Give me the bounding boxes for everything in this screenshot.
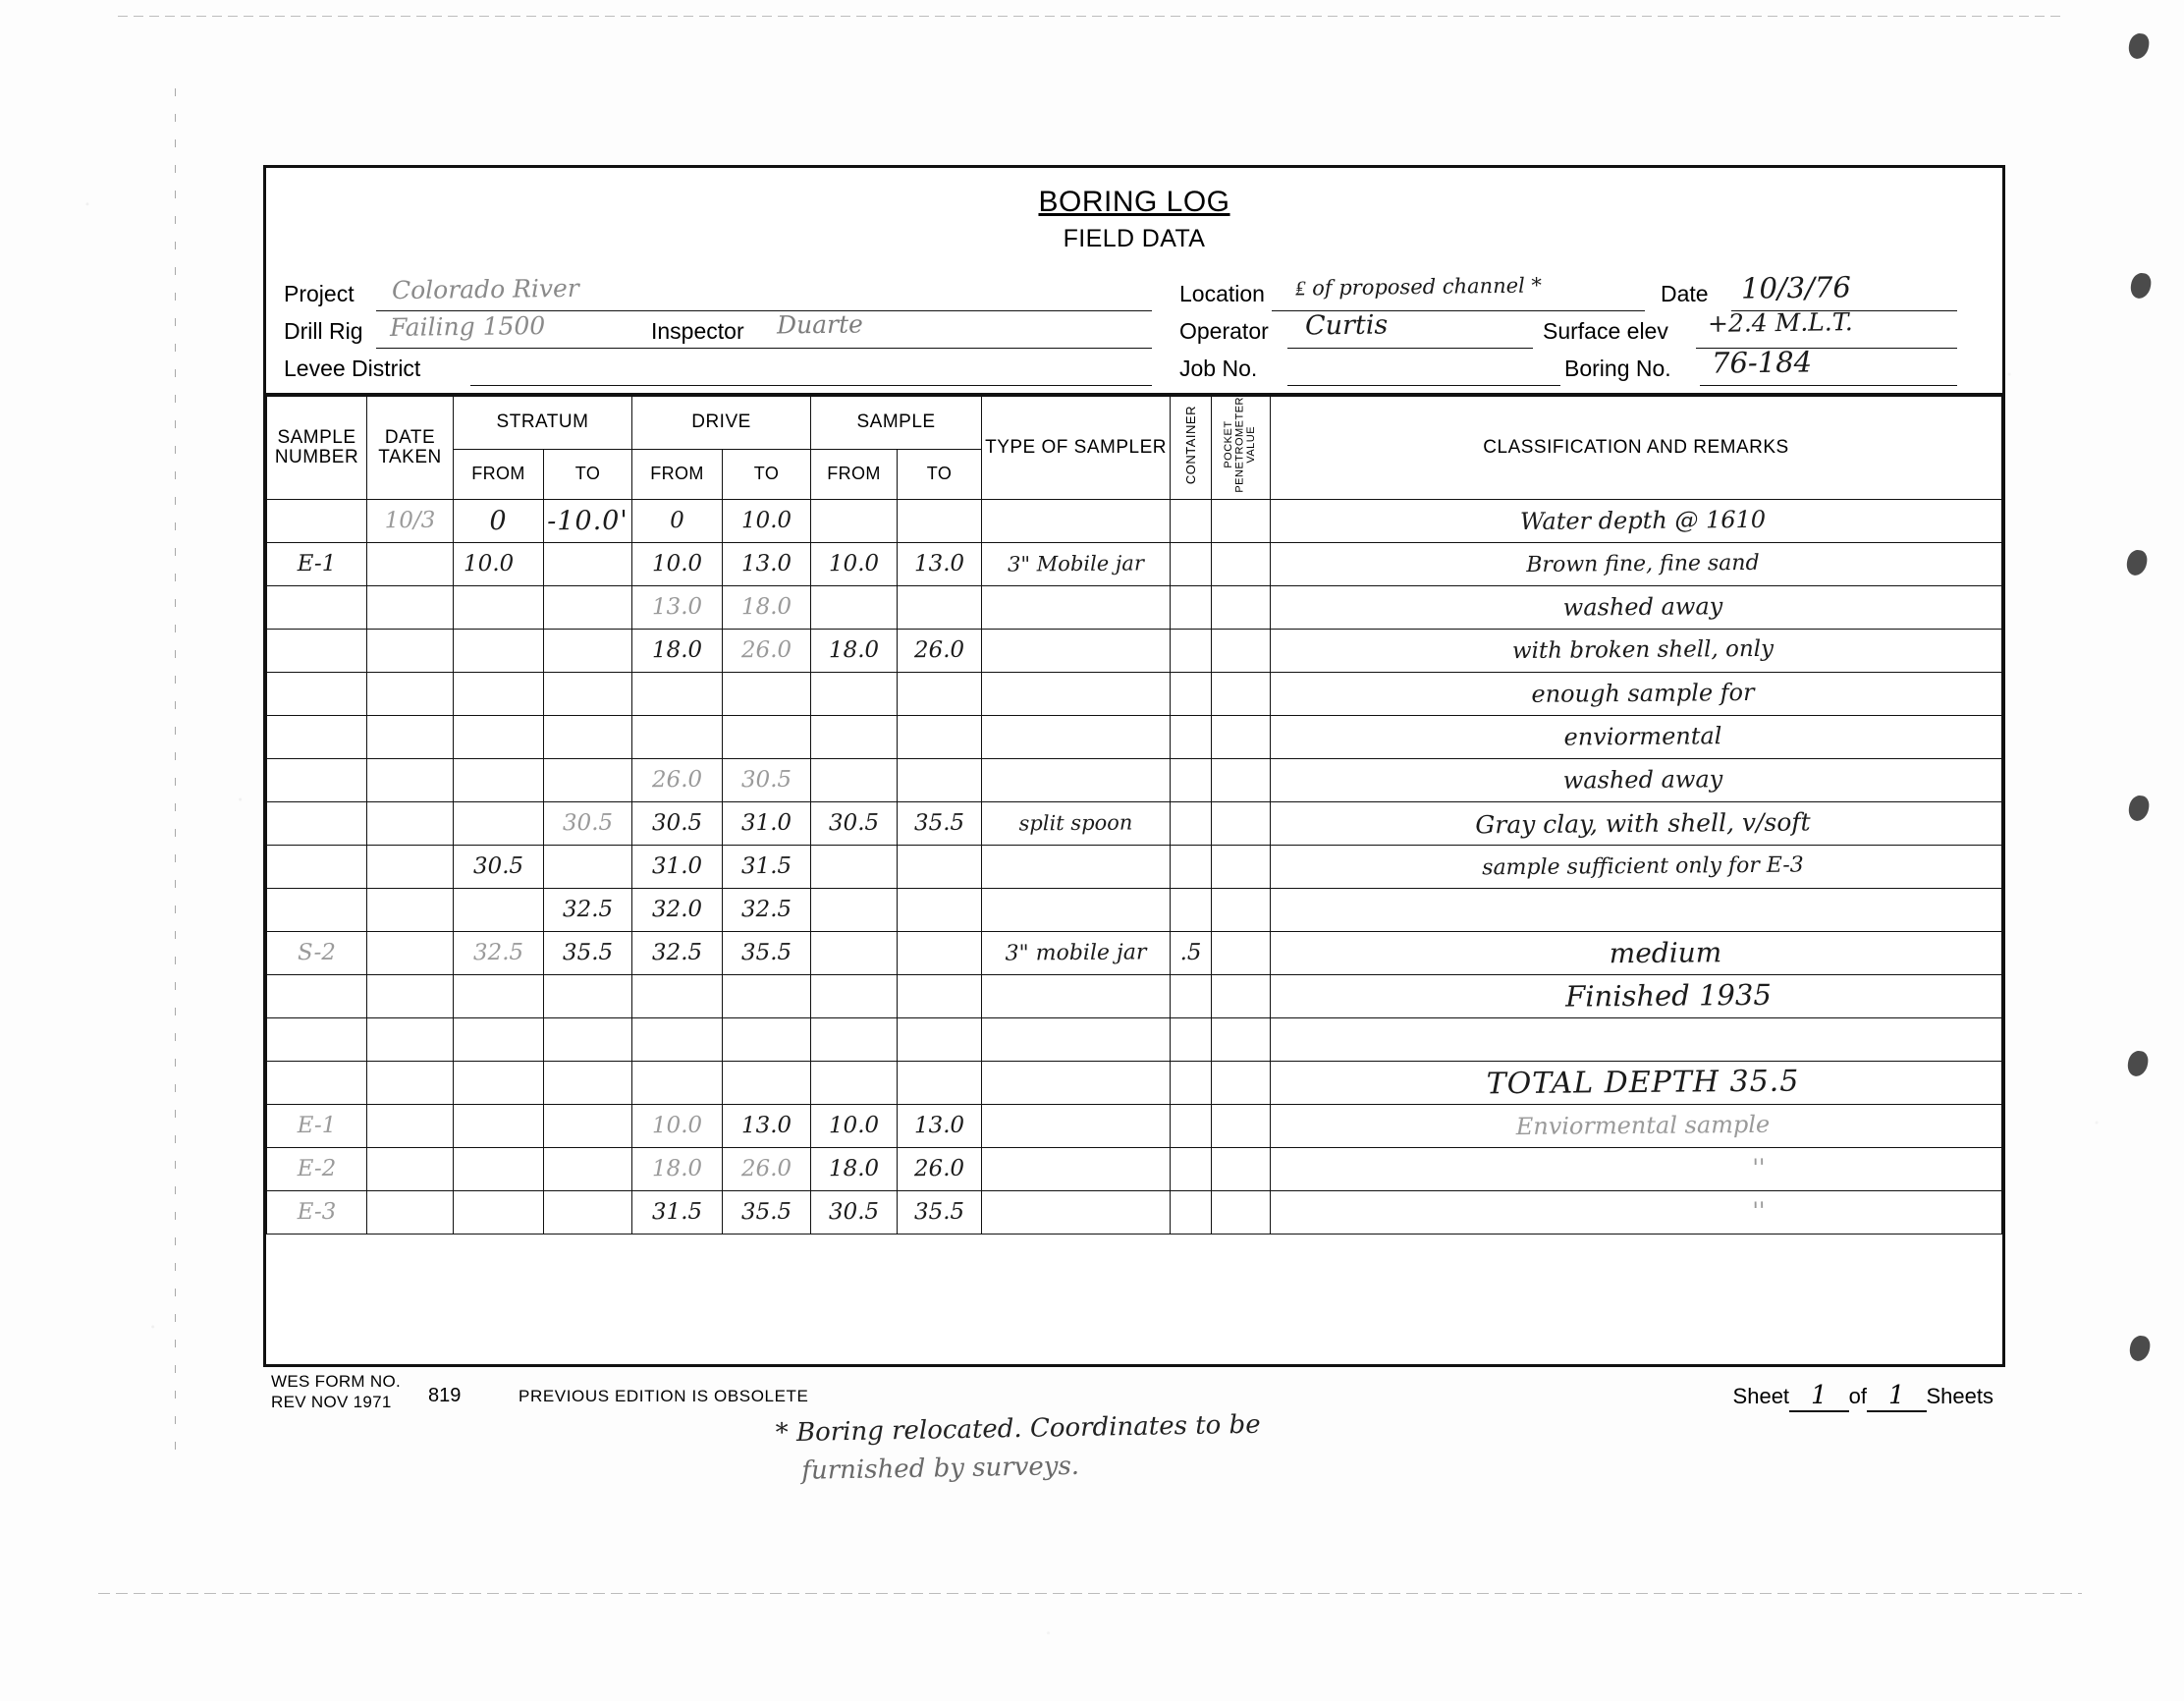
cell-stratum-to[interactable] [544,1190,632,1234]
drill-rig-label: Drill Rig [284,318,363,344]
form-no-line2: REV NOV 1971 [271,1393,392,1412]
cell-date-taken[interactable] [367,758,454,801]
cell-container[interactable] [1171,1061,1212,1104]
cell-sample-number[interactable] [267,499,367,542]
levee-district-label: Levee District [284,356,421,381]
cell-ppv[interactable] [1212,801,1271,845]
cell-stratum-from[interactable] [454,974,544,1017]
cell-sampler[interactable] [982,758,1171,801]
sheet-label: Sheet [1732,1384,1790,1408]
cell-stratum-from[interactable] [454,758,544,801]
col-drive-to: TO [723,449,811,499]
cell-stratum-to[interactable]: 30.5 [544,801,632,845]
cell-date-taken[interactable] [367,672,454,715]
col-drive-from: FROM [632,449,723,499]
cell-stratum-from[interactable]: 32.5 [454,931,544,974]
cell-sample-number[interactable] [267,629,367,672]
cell-sample-number[interactable] [267,1061,367,1104]
table-row[interactable] [267,542,2002,585]
cell-container[interactable] [1171,1104,1212,1147]
col-pocket-penetrometer [1212,397,1271,500]
cell-drive-to[interactable] [723,1061,811,1104]
cell-stratum-to[interactable] [544,758,632,801]
form-no-line1: WES FORM NO. [271,1372,402,1391]
cell-sampler[interactable] [982,1061,1171,1104]
cell-date-taken[interactable] [367,1061,454,1104]
cell-remarks[interactable]: Water depth @ 1610 [1271,499,2002,542]
cell-sample-from[interactable]: 30.5 [811,801,898,845]
cell-sample-number[interactable]: S-2 [267,931,367,974]
page-edge-top [118,16,2062,17]
cell-container[interactable] [1171,629,1212,672]
cell-container[interactable] [1171,1190,1212,1234]
cell-drive-from[interactable]: 0 [632,499,723,542]
cell-stratum-to[interactable]: 32.5 [544,888,632,931]
cell-container[interactable] [1171,585,1212,629]
boring-no-rule [1700,385,1957,386]
cell-sample-from[interactable] [811,585,898,629]
project-value[interactable]: Colorado River [391,273,579,305]
cell-container[interactable] [1171,542,1212,585]
cell-drive-from[interactable] [632,974,723,1017]
cell-sample-from[interactable]: 10.0 [811,1104,898,1147]
cell-sampler[interactable]: 3" mobile jar [982,931,1171,974]
col-sample: SAMPLE [811,397,982,450]
cell-stratum-from[interactable] [454,801,544,845]
cell-sample-from[interactable] [811,672,898,715]
cell-sample-number[interactable] [267,845,367,888]
annotation-line-1: * Boring relocated. Coordinates to be [775,1409,1261,1449]
cell-sample-from[interactable] [811,758,898,801]
cell-sample-number[interactable]: E-2 [267,1147,367,1190]
operator-rule [1287,348,1533,349]
cell-sampler[interactable] [982,1190,1171,1234]
cell-container[interactable] [1171,672,1212,715]
cell-sample-to[interactable] [898,1061,982,1104]
inspector-label: Inspector [651,318,744,344]
cell-ppv[interactable] [1212,1190,1271,1234]
cell-sample-to[interactable] [898,931,982,974]
form-number: 819 [428,1385,462,1406]
cell-stratum-from[interactable] [454,1147,544,1190]
obsolete-note: PREVIOUS EDITION IS OBSOLETE [519,1387,809,1405]
cell-sample-to[interactable]: 26.0 [898,629,982,672]
boring-no-label: Boring No. [1564,356,1671,381]
cell-sample-from[interactable]: 18.0 [811,629,898,672]
cell-ppv[interactable] [1212,888,1271,931]
cell-date-taken[interactable] [367,974,454,1017]
col-sample-from: FROM [811,449,898,499]
cell-remarks[interactable]: Enviormental sample [1271,1104,2002,1147]
cell-drive-from[interactable]: 10.0 [632,542,723,585]
cell-sampler[interactable] [982,845,1171,888]
cell-drive-from[interactable] [632,672,723,715]
cell-remarks[interactable]: '' [1271,1147,2002,1190]
page-subtitle: FIELD DATA [1063,225,1206,252]
table-row[interactable] [267,672,2002,715]
cell-drive-to[interactable] [723,715,811,758]
cell-sample-number[interactable] [267,888,367,931]
cell-stratum-from[interactable] [454,1017,544,1061]
table-row[interactable] [267,931,2002,974]
table-row[interactable] [267,1061,2002,1104]
table-row[interactable] [267,845,2002,888]
cell-container[interactable] [1171,1147,1212,1190]
cell-container[interactable] [1171,499,1212,542]
cell-drive-to[interactable]: 31.5 [723,845,811,888]
cell-sample-number[interactable] [267,758,367,801]
sheets-value[interactable]: 1 [1867,1381,1927,1412]
cell-sampler[interactable] [982,499,1171,542]
table-row[interactable] [267,888,2002,931]
cell-sample-to[interactable] [898,672,982,715]
cell-date-taken[interactable] [367,585,454,629]
cell-sample-to[interactable]: 13.0 [898,1104,982,1147]
cell-ppv[interactable] [1212,758,1271,801]
cell-drive-from[interactable]: 18.0 [632,1147,723,1190]
cell-ppv[interactable] [1212,1017,1271,1061]
cell-stratum-to[interactable] [544,974,632,1017]
table-row[interactable] [267,1104,2002,1147]
col-container [1171,397,1212,500]
cell-stratum-from[interactable] [454,1061,544,1104]
cell-container[interactable] [1171,974,1212,1017]
table-row[interactable] [267,715,2002,758]
cell-ppv[interactable] [1212,974,1271,1017]
cell-date-taken[interactable] [367,1104,454,1147]
boring-log-form [263,165,2005,1367]
cell-stratum-from[interactable] [454,672,544,715]
cell-sample-from[interactable] [811,974,898,1017]
cell-stratum-from[interactable] [454,1190,544,1234]
cell-remarks[interactable]: TOTAL DEPTH 35.5 [1271,1061,2002,1104]
cell-container[interactable] [1171,801,1212,845]
cell-sample-to[interactable] [898,758,982,801]
location-label: Location [1179,281,1265,306]
cell-stratum-to[interactable] [544,715,632,758]
cell-drive-to[interactable] [723,974,811,1017]
cell-sample-number[interactable] [267,715,367,758]
cell-sampler[interactable] [982,974,1171,1017]
cell-sample-from[interactable] [811,888,898,931]
cell-sample-to[interactable] [898,1017,982,1061]
page-edge-left [175,88,176,1463]
cell-date-taken[interactable] [367,888,454,931]
table-row[interactable] [267,1017,2002,1061]
cell-sample-number[interactable] [267,974,367,1017]
cell-sample-to[interactable] [898,585,982,629]
date-value[interactable]: 10/3/76 [1740,270,1852,305]
surface-elev-value[interactable]: +2.4 M.L.T. [1707,307,1853,338]
cell-drive-to[interactable]: 35.5 [723,1190,811,1234]
inspector-value[interactable]: Duarte [776,309,864,340]
cell-sample-from[interactable] [811,715,898,758]
cell-stratum-to[interactable] [544,1104,632,1147]
cell-drive-from[interactable] [632,1017,723,1061]
cell-remarks[interactable]: medium [1271,931,2002,974]
cell-sampler[interactable] [982,585,1171,629]
cell-remarks[interactable]: Brown fine, fine sand [1271,542,2002,585]
boring-data-table [266,396,2002,1235]
table-header-top [267,397,2002,450]
scan-artifacts [2111,20,2151,1552]
sheet-count [1733,1381,1993,1412]
cell-sampler[interactable] [982,629,1171,672]
surface-elev-label: Surface elev [1543,318,1668,344]
cell-drive-from[interactable]: 31.0 [632,845,723,888]
col-stratum-to: TO [544,449,632,499]
boring-no-value[interactable]: 76-184 [1711,345,1813,380]
cell-drive-to[interactable] [723,672,811,715]
cell-drive-to[interactable]: 13.0 [723,1104,811,1147]
cell-sample-to[interactable] [898,499,982,542]
cell-remarks[interactable]: Gray clay, with shell, v/soft [1271,801,2002,845]
cell-stratum-to[interactable] [544,1061,632,1104]
cell-container[interactable] [1171,845,1212,888]
cell-sample-to[interactable]: 35.5 [898,801,982,845]
cell-container[interactable]: .5 [1171,931,1212,974]
cell-ppv[interactable] [1212,715,1271,758]
location-value[interactable]: ₤ of proposed channel * [1294,273,1543,301]
cell-stratum-to[interactable]: 35.5 [544,931,632,974]
sheet-value[interactable]: 1 [1789,1381,1849,1412]
drill-rig-rule [376,348,828,349]
cell-date-taken[interactable] [367,1190,454,1234]
operator-label: Operator [1179,318,1269,344]
cell-sampler[interactable] [982,1147,1171,1190]
header-fields [266,267,2002,396]
cell-container[interactable] [1171,1017,1212,1061]
cell-sample-to[interactable] [898,888,982,931]
cell-stratum-to[interactable]: -10.0' [544,499,632,542]
cell-date-taken[interactable] [367,931,454,974]
cell-ppv[interactable] [1212,542,1271,585]
cell-date-taken[interactable] [367,1147,454,1190]
inspector-rule [765,348,1152,349]
table-row[interactable] [267,629,2002,672]
cell-sample-from[interactable]: 18.0 [811,1147,898,1190]
job-no-label: Job No. [1179,356,1258,381]
cell-sample-from[interactable] [811,931,898,974]
cell-sample-number[interactable] [267,585,367,629]
cell-sample-to[interactable] [898,845,982,888]
cell-sample-number[interactable]: E-1 [267,542,367,585]
cell-drive-from[interactable] [632,715,723,758]
cell-sampler[interactable] [982,1104,1171,1147]
cell-drive-from[interactable]: 13.0 [632,585,723,629]
col-stratum-from: FROM [454,449,544,499]
cell-stratum-from[interactable] [454,888,544,931]
cell-date-taken[interactable] [367,1017,454,1061]
col-type-of-sampler: TYPE OF SAMPLER [982,397,1171,500]
cell-ppv[interactable] [1212,499,1271,542]
cell-sample-to[interactable] [898,974,982,1017]
cell-date-taken[interactable] [367,715,454,758]
cell-remarks[interactable]: washed away [1271,585,2002,629]
cell-drive-to[interactable]: 18.0 [723,585,811,629]
cell-stratum-from[interactable]: 10.0 [454,542,544,585]
cell-stratum-to[interactable] [544,1147,632,1190]
cell-drive-to[interactable]: 30.5 [723,758,811,801]
cell-remarks[interactable]: washed away [1271,758,2002,801]
col-drive: DRIVE [632,397,811,450]
col-classification: CLASSIFICATION AND REMARKS [1271,397,2002,500]
form-number-block [271,1371,401,1413]
cell-ppv[interactable] [1212,1061,1271,1104]
cell-sample-number[interactable] [267,1017,367,1061]
cell-drive-from[interactable]: 30.5 [632,801,723,845]
cell-remarks[interactable]: Finished 1935 [1271,974,2002,1017]
cell-container[interactable] [1171,715,1212,758]
cell-remarks[interactable]: '' [1271,1190,2002,1234]
cell-ppv[interactable] [1212,585,1271,629]
cell-sample-number[interactable] [267,672,367,715]
annotation-line-2: furnished by surveys. [801,1451,1080,1486]
cell-stratum-to[interactable] [544,1017,632,1061]
job-no-rule [1287,385,1560,386]
table-row[interactable] [267,974,2002,1017]
cell-ppv[interactable] [1212,629,1271,672]
drill-rig-value[interactable]: Failing 1500 [389,311,546,342]
sheets-label: Sheets [1926,1384,1993,1408]
cell-sample-number[interactable]: E-3 [267,1190,367,1234]
cell-drive-from[interactable]: 18.0 [632,629,723,672]
operator-value[interactable]: Curtis [1304,309,1389,342]
table-body [267,499,2002,1234]
cell-sample-to[interactable] [898,715,982,758]
of-label: of [1848,1384,1867,1408]
cell-stratum-from[interactable] [454,1104,544,1147]
cell-remarks[interactable]: with broken shell, only [1271,629,2002,672]
cell-ppv[interactable] [1212,1147,1271,1190]
table-row[interactable] [267,801,2002,845]
cell-date-taken[interactable] [367,845,454,888]
cell-sample-from[interactable] [811,1017,898,1061]
col-date-taken: DATE TAKEN [367,397,454,500]
cell-drive-to[interactable]: 31.0 [723,801,811,845]
cell-remarks[interactable]: sample sufficient only for E-3 [1271,845,2002,888]
cell-stratum-from[interactable] [454,629,544,672]
cell-drive-from[interactable]: 31.5 [632,1190,723,1234]
cell-drive-to[interactable] [723,1017,811,1061]
table-row[interactable] [267,1190,2002,1234]
cell-remarks[interactable]: enviormental [1271,715,2002,758]
cell-sample-number[interactable] [267,801,367,845]
cell-sample-from[interactable] [811,1061,898,1104]
cell-remarks[interactable] [1271,888,2002,931]
cell-drive-from[interactable]: 32.0 [632,888,723,931]
cell-stratum-to[interactable] [544,629,632,672]
cell-drive-to[interactable]: 10.0 [723,499,811,542]
cell-drive-from[interactable] [632,1061,723,1104]
table-row[interactable] [267,758,2002,801]
cell-ppv[interactable] [1212,931,1271,974]
cell-drive-from[interactable]: 32.5 [632,931,723,974]
cell-sample-from[interactable]: 30.5 [811,1190,898,1234]
cell-sample-number[interactable]: E-1 [267,1104,367,1147]
cell-ppv[interactable] [1212,845,1271,888]
cell-date-taken[interactable]: 10/3 [367,499,454,542]
cell-sample-to[interactable]: 35.5 [898,1190,982,1234]
cell-ppv[interactable] [1212,672,1271,715]
cell-stratum-from[interactable]: 30.5 [454,845,544,888]
cell-sample-to[interactable]: 26.0 [898,1147,982,1190]
col-sample-number: SAMPLE NUMBER [267,397,367,500]
cell-drive-from[interactable]: 10.0 [632,1104,723,1147]
cell-sampler[interactable] [982,888,1171,931]
cell-drive-to[interactable]: 13.0 [723,542,811,585]
cell-sampler[interactable] [982,715,1171,758]
cell-sampler[interactable] [982,672,1171,715]
cell-ppv[interactable] [1212,1104,1271,1147]
cell-stratum-to[interactable] [544,672,632,715]
cell-sample-from[interactable] [811,845,898,888]
cell-stratum-from[interactable]: 0 [454,499,544,542]
cell-stratum-from[interactable] [454,715,544,758]
cell-stratum-from[interactable] [454,585,544,629]
project-label: Project [284,281,355,306]
page-edge-bottom [98,1593,2082,1594]
cell-drive-to[interactable]: 26.0 [723,1147,811,1190]
cell-sample-from[interactable] [811,499,898,542]
cell-stratum-to[interactable] [544,585,632,629]
col-pocket-penetrometer-label: POCKET PENETROMETER VALUE [1223,396,1258,493]
cell-container[interactable] [1171,888,1212,931]
cell-date-taken[interactable] [367,801,454,845]
cell-stratum-to[interactable] [544,542,632,585]
relocation-annotation [775,1406,1261,1492]
cell-sampler[interactable]: split spoon [982,801,1171,845]
cell-container[interactable] [1171,758,1212,801]
table-row[interactable] [267,585,2002,629]
cell-drive-to[interactable]: 26.0 [723,629,811,672]
form-title-block [266,168,2002,253]
cell-remarks[interactable] [1271,1017,2002,1061]
cell-drive-from[interactable]: 26.0 [632,758,723,801]
cell-remarks[interactable]: enough sample for [1271,672,2002,715]
col-stratum: STRATUM [454,397,632,450]
cell-sample-to[interactable]: 13.0 [898,542,982,585]
table-row[interactable] [267,1147,2002,1190]
cell-drive-to[interactable]: 32.5 [723,888,811,931]
col-sample-to: TO [898,449,982,499]
cell-drive-to[interactable]: 35.5 [723,931,811,974]
cell-date-taken[interactable] [367,629,454,672]
cell-sample-from[interactable]: 10.0 [811,542,898,585]
levee-district-rule [470,385,1152,386]
cell-stratum-to[interactable] [544,845,632,888]
page-title: BORING LOG [1038,186,1230,218]
table-row[interactable] [267,499,2002,542]
cell-sampler[interactable]: 3" Mobile jar [982,542,1171,585]
date-label: Date [1661,281,1709,306]
cell-date-taken[interactable] [367,542,454,585]
col-container-label: CONTAINER [1182,405,1198,484]
cell-sampler[interactable] [982,1017,1171,1061]
